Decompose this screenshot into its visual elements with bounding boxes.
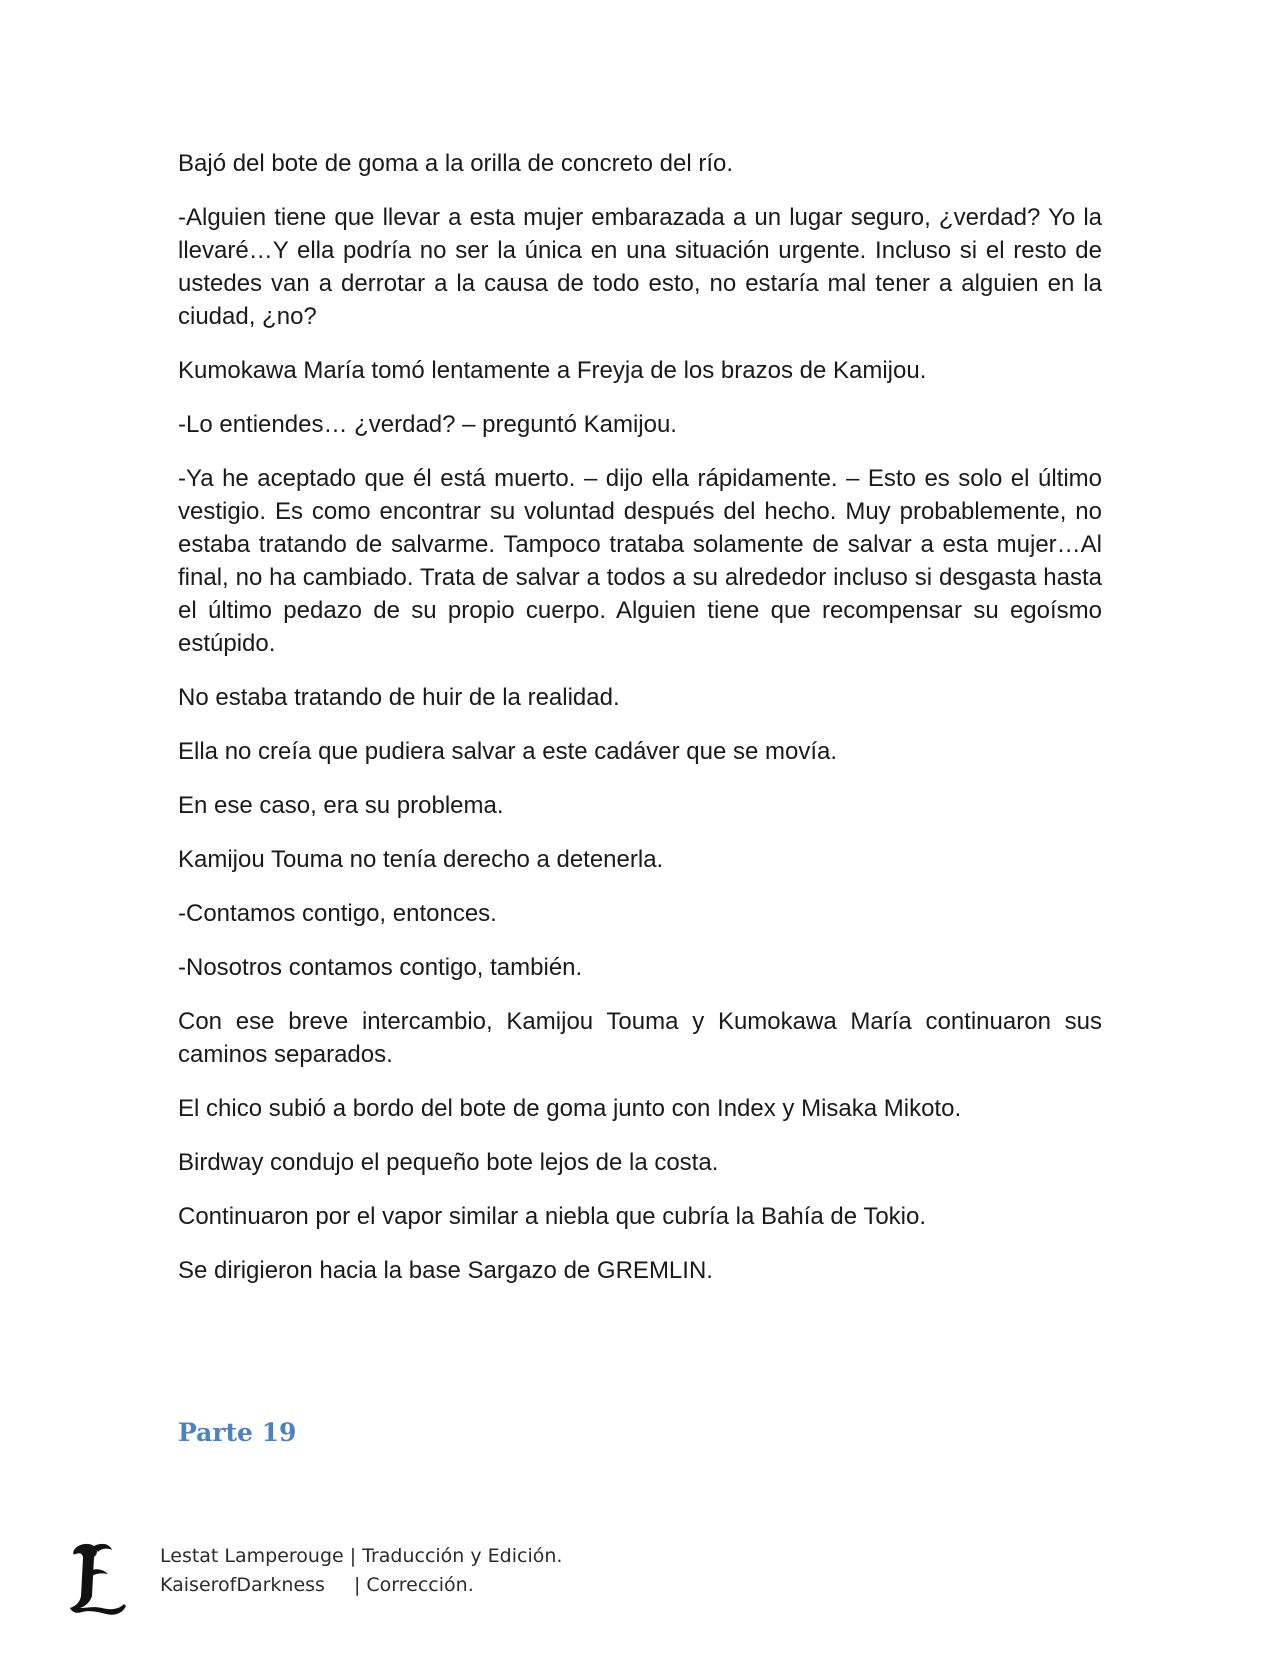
- paragraph: -Alguien tiene que llevar a esta mujer embarazada a un lugar seguro, ¿verdad? Yo la llevaré…Y ella podría no ser la única en una situación urgente. Incluso si el resto de ustedes van a derrotar a la causa de todo esto, no estaría mal tener a alguien en la ciudad, ¿no?: [178, 204, 1102, 330]
- credit-role: Corrección.: [366, 1574, 474, 1596]
- paragraph: -Nosotros contamos contigo, también.: [178, 954, 583, 981]
- paragraph: -Lo entiendes… ¿verdad? – preguntó Kamijou.: [178, 411, 677, 438]
- credit-role: Traducción y Edición.: [362, 1545, 563, 1567]
- paragraph: Continuaron por el vapor similar a niebla que cubría la Bahía de Tokio.: [178, 1203, 927, 1230]
- paragraph: El chico subió a bordo del bote de goma junto con Index y Misaka Mikoto.: [178, 1095, 962, 1122]
- credit-separator: |: [349, 1545, 357, 1567]
- paragraph: En ese caso, era su problema.: [178, 792, 504, 819]
- credit-name: Lestat Lamperouge: [160, 1545, 344, 1567]
- paragraph: -Contamos contigo, entonces.: [178, 900, 497, 927]
- body-text: [178, 147, 1102, 1308]
- credit-line: [160, 1542, 562, 1571]
- paragraph: No estaba tratando de huir de la realidad.: [178, 684, 620, 711]
- paragraph: Kumokawa María tomó lentamente a Freyja de los brazos de Kamijou.: [178, 357, 927, 384]
- paragraph: Con ese breve intercambio, Kamijou Touma y Kumokawa María continuaron sus caminos separados.: [178, 1008, 1102, 1068]
- page-footer: [68, 1540, 668, 1620]
- paragraph: Kamijou Touma no tenía derecho a detenerla.: [178, 846, 664, 873]
- credit-separator: |: [354, 1574, 361, 1596]
- paragraph: Birdway condujo el pequeño bote lejos de la costa.: [178, 1149, 719, 1176]
- gothic-letter-L-icon: [68, 1540, 128, 1616]
- footer-credits: [160, 1542, 562, 1600]
- paragraph: Bajó del bote de goma a la orilla de concreto del río.: [178, 150, 734, 177]
- paragraph: -Ya he aceptado que él está muerto. – dijo ella rápidamente. – Esto es solo el último vestigio. Es como encontrar su voluntad después del hecho. Muy probablemente, no estaba tratando de salvarme. Tampoco trataba solamente de salvar a esta mujer…Al final, no ha cambiado. Trata de salvar a todos a su alrededor incluso si desgasta hasta el último pedazo de su propio cuerpo. Alguien tiene que recompensar su egoísmo estúpido.: [178, 465, 1102, 657]
- paragraph: Se dirigieron hacia la base Sargazo de GREMLIN.: [178, 1257, 713, 1284]
- paragraph: Ella no creía que pudiera salvar a este cadáver que se movía.: [178, 738, 838, 765]
- credit-line: [160, 1571, 562, 1600]
- credit-name: KaiserofDarkness: [160, 1574, 325, 1596]
- section-heading: Parte 19: [178, 1418, 297, 1447]
